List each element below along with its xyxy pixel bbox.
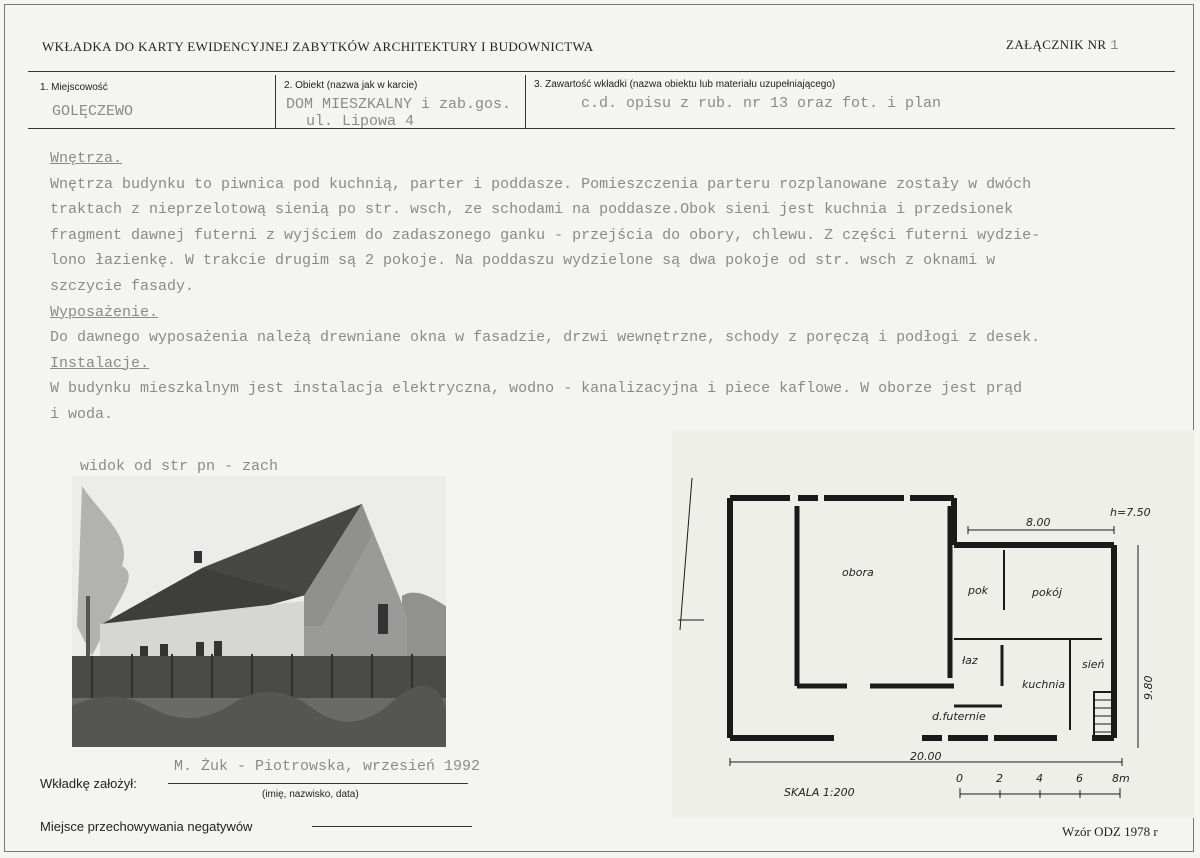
scale-tick-0: 0: [956, 772, 963, 785]
plan-label-pok: pok: [968, 584, 989, 597]
plan-dim-top: 8.00: [1026, 516, 1051, 529]
document-title: WKŁADKA DO KARTY EWIDENCYJNEJ ZABYTKÓW ARCHITEKTURY I BUDOWNICTWA: [42, 39, 594, 54]
plan-label-obora: obora: [842, 566, 874, 579]
locality-value: GOLĘCZEWO: [52, 103, 134, 120]
attachment-number: 1: [1110, 38, 1119, 54]
object-value-line1: DOM MIESZKALNY i zab.gos.: [286, 96, 512, 113]
attachment-label: [1006, 37, 1119, 54]
plan-dim-bottom: 20.00: [910, 750, 942, 763]
floor-plan: [672, 430, 1194, 818]
table-divider-1: [275, 75, 276, 128]
description-line: lono łazienkę. W trakcie drugim są 2 pokoje. Na poddaszu wydzielone są dwa pokoje od str. wsch z oknami w: [50, 252, 996, 270]
description-line: Do dawnego wyposażenia należą drewniane okna w fasadzie, drzwi wewnętrzne, schody z poręczą i podłogi z desek.: [50, 329, 1041, 347]
form-label: Wzór ODZ 1978 r: [1062, 824, 1158, 839]
description-text: [50, 146, 1180, 428]
scale-tick-4: 4: [1036, 772, 1043, 785]
scale-tick-6: 6: [1076, 772, 1083, 785]
negatives-label: Miejsce przechowywania negatywów: [40, 819, 253, 834]
table-bottom-rule: [28, 128, 1175, 129]
plan-height: h=7.50: [1110, 506, 1151, 519]
locality-label: 1. Miejscowość: [40, 82, 108, 93]
scale-tick-8: 8m: [1112, 772, 1130, 785]
section-heading: Wyposażenie.: [50, 303, 159, 321]
negatives-rule: [312, 826, 472, 827]
content-label: 3. Zawartość wkładki (nazwa obiektu lub materiału uzupełniającego): [534, 79, 836, 90]
plan-label-kuchnia: kuchnia: [1022, 678, 1066, 691]
object-label: 2. Obiekt (nazwa jak w karcie): [284, 80, 418, 91]
table-top-rule: [28, 71, 1175, 72]
description-line: i woda.: [50, 405, 114, 423]
object-value-line2: ul. Lipowa 4: [306, 113, 415, 130]
section-heading: Instalacje.: [50, 354, 150, 372]
description-line: fragment dawnej futerni z wyjściem do zadaszonego ganku - przejścia do obory, chlewu. Z części futerni wydzie-: [50, 226, 1041, 244]
plan-scale-label: SKALA 1:200: [784, 786, 855, 799]
content-value: c.d. opisu z rub. nr 13 oraz fot. i plan: [581, 95, 942, 112]
section-heading: Wnętrza.: [50, 150, 123, 167]
description-line: W budynku mieszkalnym jest instalacja elektryczna, wodno - kanalizacyjna i piece kaflowe. W oborze jest prąd: [50, 380, 1023, 398]
house-photo: [72, 476, 446, 747]
description-line: szczycie fasady.: [50, 277, 195, 295]
plan-label-sien: sień: [1082, 658, 1105, 671]
author-rule: [168, 783, 468, 784]
plan-dim-right: 9.80: [1142, 675, 1155, 700]
floor-plan-drawing: [672, 430, 1194, 818]
attachment-label-text: ZAŁĄCZNIK NR: [1006, 37, 1107, 52]
table-divider-2: [525, 75, 526, 128]
house-photo-illustration: [72, 476, 446, 747]
plan-label-laz: łaz: [962, 654, 978, 667]
author-label: Wkładkę założył:: [40, 776, 137, 791]
description-line: Wnętrza budynku to piwnica pod kuchnią, parter i poddasze. Pomieszczenia parteru rozplanowane zostały w dwóch: [50, 175, 1032, 193]
author-hint: (imię, nazwisko, data): [262, 789, 359, 800]
plan-label-futernia: d.futernie: [932, 710, 986, 723]
photo-caption: widok od str pn - zach: [80, 458, 279, 475]
plan-label-pokoj: pokój: [1032, 586, 1062, 599]
description-line: traktach z nieprzelotową sienią po str. wsch, ze schodami na poddasze.Obok sieni jest kuchnia i przedsionek: [50, 201, 1014, 219]
scale-tick-2: 2: [996, 772, 1003, 785]
author-value: M. Żuk - Piotrowska, wrzesień 1992: [174, 758, 481, 775]
